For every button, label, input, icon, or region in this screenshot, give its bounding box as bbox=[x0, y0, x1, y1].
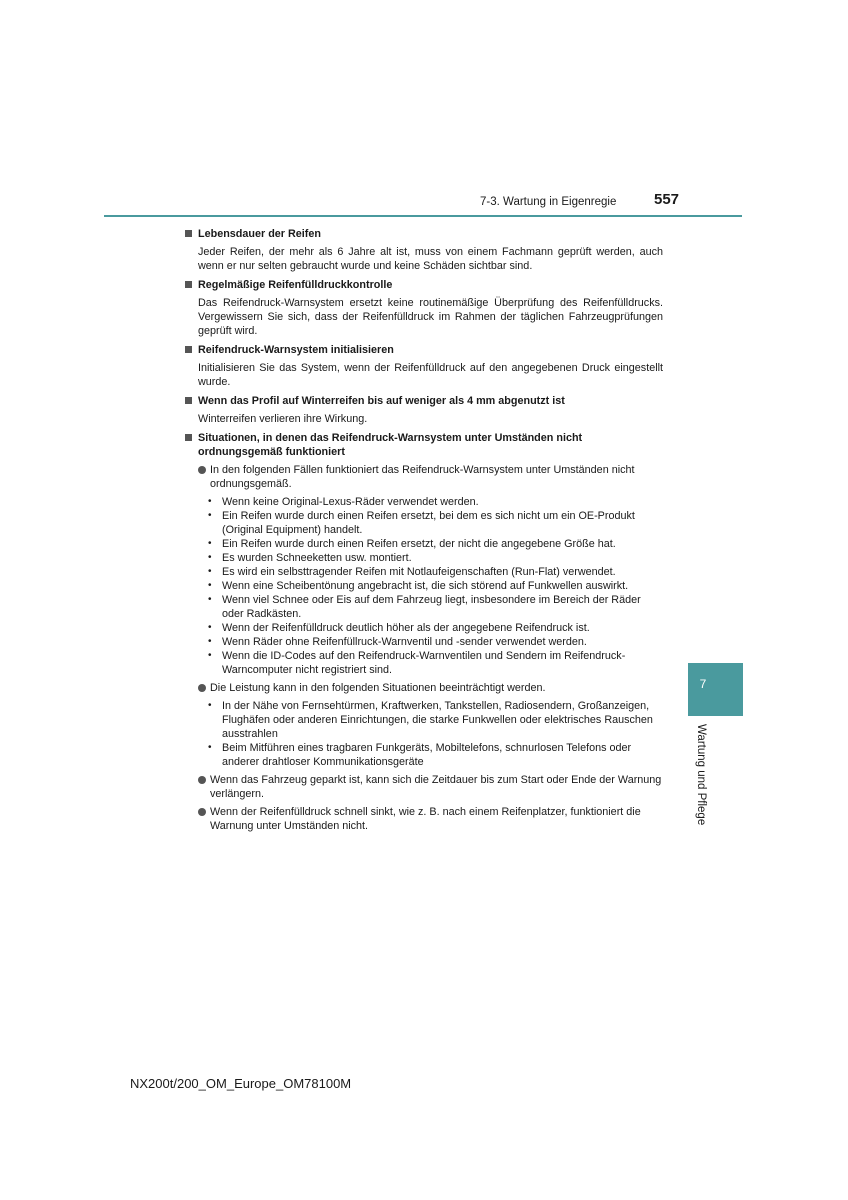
section-reifenfuelldruckkontrolle bbox=[185, 278, 663, 338]
header-divider bbox=[104, 215, 742, 217]
dot-marker-icon: • bbox=[208, 566, 212, 577]
list-item: In den folgenden Fällen funktioniert das Reifendruck-Warnsystem unter Umständen nicht ordnungsgemäß. bbox=[198, 463, 663, 491]
section-lebensdauer bbox=[185, 227, 663, 273]
section-initialisieren bbox=[185, 343, 663, 389]
dot-marker-icon: • bbox=[208, 636, 212, 647]
sub-list-item: • Wenn Räder ohne Reifenfüllruck-Warnventil und -sender verwendet werden. bbox=[208, 636, 587, 648]
chapter-tab bbox=[688, 663, 743, 716]
round-bullet-icon bbox=[198, 466, 206, 474]
dot-marker-icon: • bbox=[208, 622, 212, 633]
dot-marker-icon: • bbox=[208, 594, 212, 605]
list-item: Wenn das Fahrzeug geparkt ist, kann sich die Zeitdauer bis zum Start oder Ende der Warnung verlängern. bbox=[198, 773, 663, 801]
section-heading: Regelmäßige Reifenfülldruckkontrolle bbox=[198, 279, 393, 291]
square-bullet-icon bbox=[185, 346, 192, 353]
sub-list bbox=[185, 699, 663, 769]
section-body: Initialisieren Sie das System, wenn der Reifenfülldruck auf den angegebenen Druck eingestellt wurde. bbox=[198, 362, 663, 388]
sub-list-item: • Ein Reifen wurde durch einen Reifen ersetzt, der nicht die angegebene Größe hat. bbox=[208, 538, 616, 550]
chapter-tab-label: Wartung und Pflege bbox=[695, 724, 707, 826]
section-heading: Reifendruck-Warnsystem initialisieren bbox=[198, 344, 394, 356]
square-bullet-icon bbox=[185, 281, 192, 288]
sub-list bbox=[185, 495, 663, 677]
square-bullet-icon bbox=[185, 434, 192, 441]
round-bullet-icon bbox=[198, 776, 206, 784]
header-section-title: 7-3. Wartung in Eigenregie bbox=[480, 196, 617, 208]
section-heading: Lebensdauer der Reifen bbox=[198, 228, 321, 240]
chapter-tab-number: 7 bbox=[699, 677, 707, 691]
section-heading: Wenn das Profil auf Winterreifen bis auf weniger als 4 mm abgenutzt ist bbox=[198, 395, 565, 407]
round-bullet-icon bbox=[198, 684, 206, 692]
dot-marker-icon: • bbox=[208, 742, 212, 753]
section-body: Winterreifen verlieren ihre Wirkung. bbox=[198, 413, 368, 425]
sub-list-item: • Es wurden Schneeketten usw. montiert. bbox=[208, 552, 412, 564]
section-body: Das Reifendruck-Warnsystem ersetzt keine routinemäßige Überprüfung des Reifenfülldrucks. Vergewissern Sie sich, dass der Reifenfülldruck im Rahmen der täglichen Fahrzeugprüfungen geprüft wird. bbox=[198, 297, 663, 337]
list-item: Wenn der Reifenfülldruck schnell sinkt, wie z. B. nach einem Reifenplatzer, funktioniert die Warnung unter Umständen nicht. bbox=[198, 805, 663, 833]
sub-list-item: • Wenn eine Scheibentönung angebracht ist, die sich störend auf Funkwellen auswirkt. bbox=[208, 580, 629, 592]
sub-list-item: • Wenn die ID-Codes auf den Reifendruck-Warnventilen und Sendern im Reifendruck-Warncomputer nicht registriert sind. bbox=[208, 650, 626, 676]
sub-list-item: • Beim Mitführen eines tragbaren Funkgeräts, Mobiltelefons, schnurlosen Telefons oder anderer drahtloser Kommunikationsgeräte bbox=[208, 742, 632, 768]
section-winterreifen bbox=[185, 394, 663, 426]
dot-marker-icon: • bbox=[208, 580, 212, 591]
list-item: Die Leistung kann in den folgenden Situationen beeinträchtigt werden. bbox=[198, 681, 663, 695]
square-bullet-icon bbox=[185, 397, 192, 404]
sub-list-item: • Wenn der Reifenfülldruck deutlich höher als der angegebene Reifendruck ist. bbox=[208, 622, 590, 634]
page-number: 557 bbox=[654, 191, 680, 208]
dot-marker-icon: • bbox=[208, 496, 212, 507]
dot-marker-icon: • bbox=[208, 650, 212, 661]
sub-list-item: • In der Nähe von Fernsehtürmen, Kraftwerken, Tankstellen, Radiosendern, Großanzeigen, Flughäfen oder anderen Einrichtungen, die starke Funkwellen oder elektrisches Rauschen ausstrahlen bbox=[208, 700, 653, 740]
section-body: Jeder Reifen, der mehr als 6 Jahre alt ist, muss von einem Fachmann geprüft werden, auch wenn er nur selten gebraucht wurde und keine Schäden sichtbar sind. bbox=[198, 246, 663, 272]
section-situationen bbox=[185, 431, 663, 833]
sub-list-item: • Ein Reifen wurde durch einen Reifen ersetzt, bei dem es sich nicht um ein OE-Produkt (Original Equipment) handelt. bbox=[208, 510, 635, 536]
dot-marker-icon: • bbox=[208, 552, 212, 563]
round-bullet-icon bbox=[198, 808, 206, 816]
dot-marker-icon: • bbox=[208, 510, 212, 521]
section-heading: Situationen, in denen das Reifendruck-Warnsystem unter Umständen nicht ordnungsgemäß funktioniert bbox=[198, 432, 583, 458]
footer-model-code: NX200t/200_OM_Europe_OM78100M bbox=[130, 1076, 352, 1091]
dot-marker-icon: • bbox=[208, 538, 212, 549]
square-bullet-icon bbox=[185, 230, 192, 237]
dot-marker-icon: • bbox=[208, 700, 212, 711]
sub-list-item: • Es wird ein selbsttragender Reifen mit Notlaufeigenschaften (Run-Flat) verwendet. bbox=[208, 566, 616, 578]
page-content bbox=[185, 227, 663, 838]
sub-list-item: • Wenn keine Original-Lexus-Räder verwendet werden. bbox=[208, 496, 479, 508]
sub-list-item: • Wenn viel Schnee oder Eis auf dem Fahrzeug liegt, insbesondere im Bereich der Räder oder Radkästen. bbox=[208, 594, 641, 620]
